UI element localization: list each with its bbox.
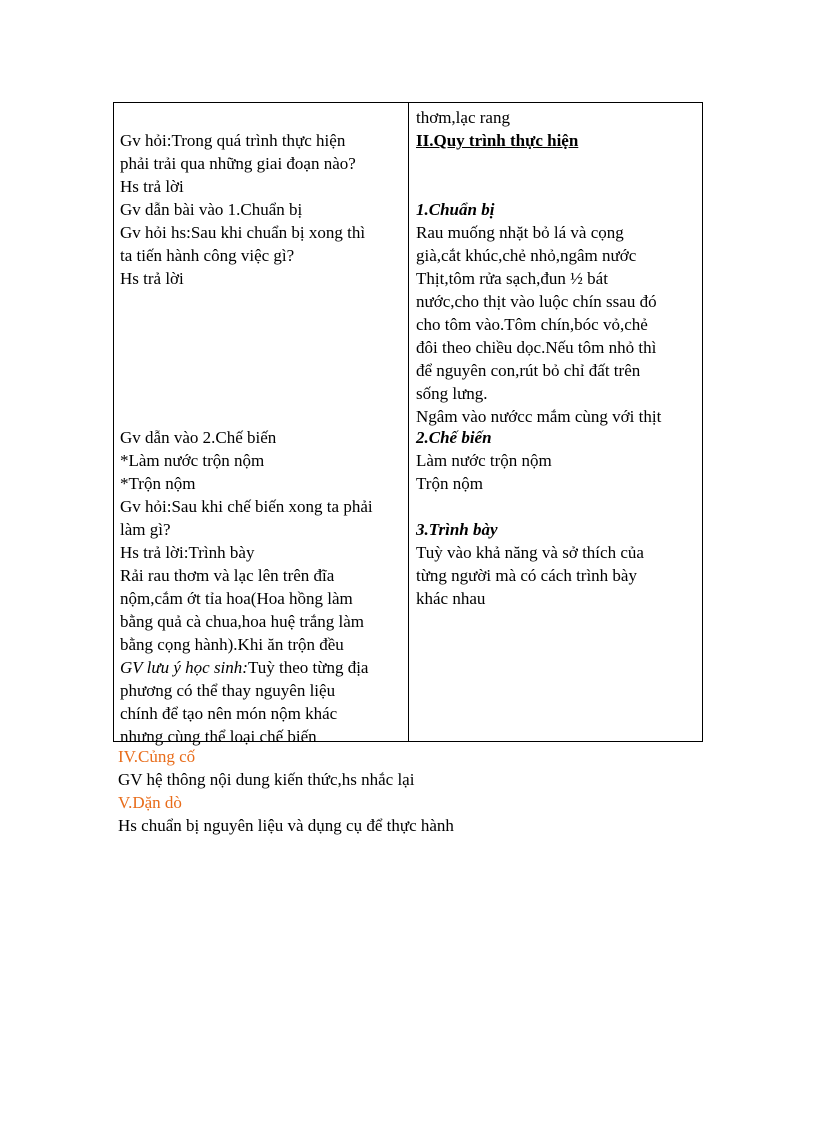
left-line: Hs trả lời <box>120 177 184 196</box>
right-line: từng người mà có cách trình bày <box>416 566 637 585</box>
left-line: Gv hỏi hs:Sau khi chuẩn bị xong thì <box>120 223 366 242</box>
right-line: Trộn nộm <box>416 474 483 493</box>
left-line: *Trộn nộm <box>120 474 196 493</box>
right-line: khác nhau <box>416 589 486 608</box>
column-divider <box>408 103 409 741</box>
left-line: Gv dẫn bài vào 1.Chuẩn bị <box>120 200 303 219</box>
right-line: sống lưng. <box>416 384 488 403</box>
right-line: Thịt,tôm rửa sạch,đun ½ bát <box>416 269 608 288</box>
left-line: phải trải qua những giai đoạn nào? <box>120 154 356 173</box>
section4-heading: IV.Củng cố <box>118 747 196 766</box>
left-line: Hs trả lời <box>120 269 184 288</box>
right-line: Rau muống nhặt bỏ lá và cọng <box>416 223 624 242</box>
left-line: bằng cọng hành).Khi ăn trộn đều <box>120 635 344 654</box>
right-line: thơm,lạc rang <box>416 108 510 127</box>
left-line: nộm,cắm ớt tỉa hoa(Hoa hồng làm <box>120 589 353 608</box>
left-line: ta tiến hành công việc gì? <box>120 246 295 265</box>
teacher-note-label: GV lưu ý học sinh: <box>120 658 248 677</box>
left-line: Gv hỏi:Sau khi chế biến xong ta phải <box>120 497 373 516</box>
left-line: làm gì? <box>120 520 171 539</box>
left-line: bằng quả cà chua,hoa huệ trắng làm <box>120 612 365 631</box>
step3-heading: 3.Trình bày <box>416 520 498 539</box>
step1-heading: 1.Chuẩn bị <box>416 200 495 219</box>
right-line: Tuỳ vào khả năng và sở thích của <box>416 543 644 562</box>
section4-text: GV hệ thông nội dung kiến thức,hs nhắc lại <box>118 770 415 789</box>
right-line: Ngâm vào nướcc mắm cùng với thịt <box>416 407 662 426</box>
teacher-note-text: Tuỳ theo từng địa <box>247 658 369 677</box>
right-line: đôi theo chiều dọc.Nếu tôm nhỏ thì <box>416 338 657 357</box>
left-line: Rải rau thơm và lạc lên trên đĩa <box>120 566 335 585</box>
right-line: già,cắt khúc,chẻ nhỏ,ngâm nước <box>416 246 637 265</box>
left-line: phương có thể thay nguyên liệu <box>120 681 336 700</box>
left-line: Gv dẫn vào 2.Chế biến <box>120 428 277 447</box>
right-line: nước,cho thịt vào luộc chín ssau đó <box>416 292 657 311</box>
section5-text: Hs chuẩn bị nguyên liệu và dụng cụ để thực hành <box>118 816 454 835</box>
section-heading: II.Quy trình thực hiện <box>416 131 579 150</box>
left-line: chính để tạo nên món nộm khác <box>120 704 338 723</box>
right-line: Làm nước trộn nộm <box>416 451 552 470</box>
lesson-table <box>113 102 703 746</box>
left-line: Gv hỏi:Trong quá trình thực hiện <box>120 131 346 150</box>
left-line: Hs trả lời:Trình bày <box>120 543 255 562</box>
teacher-note <box>120 656 368 679</box>
section5-heading: V.Dặn dò <box>118 793 182 812</box>
left-line: nhưng cùng thể loại chế biến <box>120 727 317 746</box>
left-line: *Làm nước trộn nộm <box>120 451 265 470</box>
right-line: cho tôm vào.Tôm chín,bóc vỏ,chẻ <box>416 315 648 334</box>
step2-heading: 2.Chế biến <box>416 428 492 447</box>
right-line: để nguyên con,rút bỏ chỉ đất trên <box>416 361 641 380</box>
